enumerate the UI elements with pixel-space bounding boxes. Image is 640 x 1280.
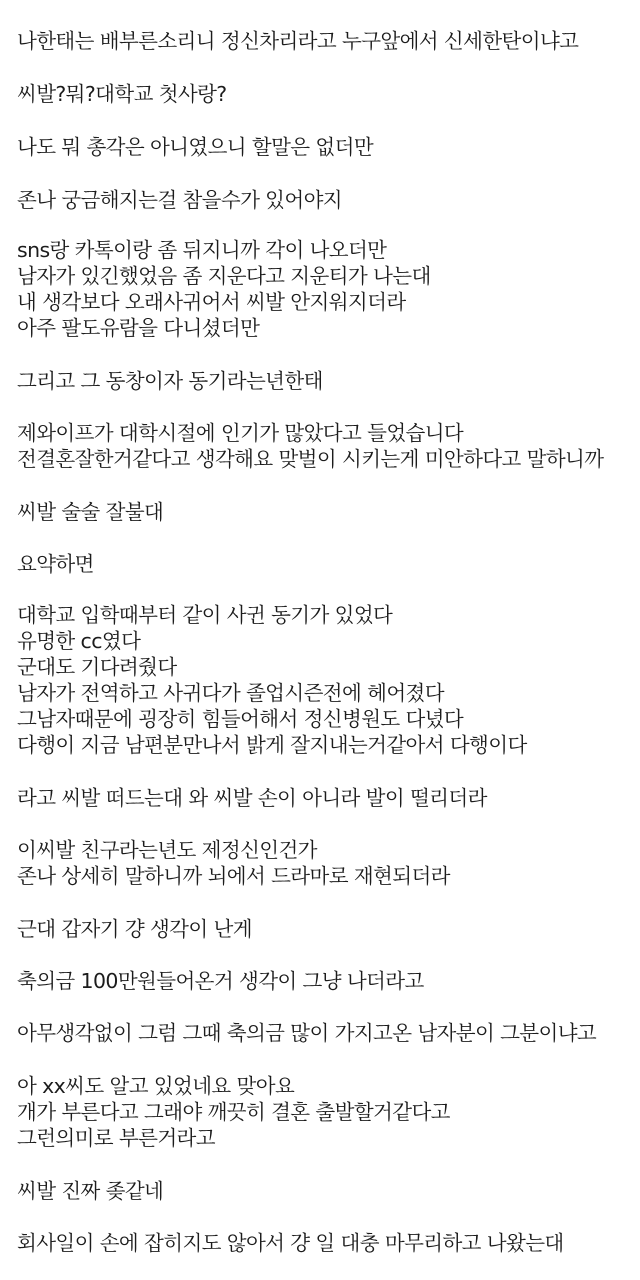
text-line: 회사일이 손에 잡히지도 않아서 걍 일 대충 마무리하고 나왔는대 [17, 1231, 564, 1255]
text-line: sns랑 카톡이랑 좀 뒤지니까 각이 나오더만 [17, 238, 387, 262]
text-line: 존나 상세히 말하니까 뇌에서 드라마로 재현되더라 [17, 864, 450, 888]
text-line: 다행이 지금 남편분만나서 밝게 잘지내는거같아서 다행이다 [17, 733, 527, 757]
text-line: 이씨발 친구라는년도 제정신인건가 [17, 838, 317, 862]
text-line: 근대 갑자기 걍 생각이 난게 [17, 917, 252, 941]
text-line: 남자가 있긴했었음 좀 지운다고 지운티가 나는대 [17, 264, 431, 288]
text-line: 아 xx씨도 알고 있었네요 맞아요 [17, 1074, 295, 1098]
text-line: 군대도 기다려줬다 [17, 655, 177, 679]
text-line: 씨발 진짜 좆같네 [17, 1179, 164, 1203]
text-line: 아주 팔도유람을 다니셨더만 [17, 316, 260, 340]
text-line: 씨발 술술 잘불대 [17, 500, 164, 524]
text-line: 제와이프가 대학시절에 인기가 많았다고 들었습니다 [17, 421, 464, 445]
text-line: 그남자때문에 굉장히 힘들어해서 정신병원도 다녔다 [17, 707, 464, 731]
text-line: 내 생각보다 오래사귀어서 씨발 안지워지더라 [17, 290, 406, 314]
text-line: 아무생각없이 그럼 그때 축의금 많이 가지고온 남자분이 그분이냐고 [17, 1021, 597, 1045]
text-line: 나도 뭐 총각은 아니였으니 할말은 없더만 [17, 135, 374, 159]
text-line: 라고 씨발 떠드는대 와 씨발 손이 아니라 발이 떨리더라 [17, 786, 487, 810]
text-line: 그리고 그 동창이자 동기라는년한태 [17, 369, 323, 393]
text-line: 남자가 전역하고 사귀다가 졸업시즌전에 헤어졌다 [17, 681, 444, 705]
text-line: 나한태는 배부른소리니 정신차리라고 누구앞에서 신세한탄이냐고 [17, 29, 579, 53]
text-line: 축의금 100만원들어온거 생각이 그냥 나더라고 [17, 969, 424, 993]
text-line: 유명한 cc였다 [17, 629, 141, 653]
text-line: 전결혼잘한거같다고 생각해요 맞벌이 시키는게 미안하다고 말하니까 [17, 447, 604, 471]
text-line: 씨발?뭐?대학교 첫사랑? [17, 82, 227, 106]
text-line: 그런의미로 부른거라고 [17, 1126, 215, 1150]
text-line: 대학교 입학때부터 같이 사귄 동기가 있었다 [17, 603, 393, 627]
text-line: 존나 궁금해지는걸 참을수가 있어야지 [17, 188, 342, 212]
text-line: 개가 부른다고 그래야 깨끗히 결혼 출발할거같다고 [17, 1100, 450, 1124]
text-line: 요약하면 [17, 552, 94, 576]
